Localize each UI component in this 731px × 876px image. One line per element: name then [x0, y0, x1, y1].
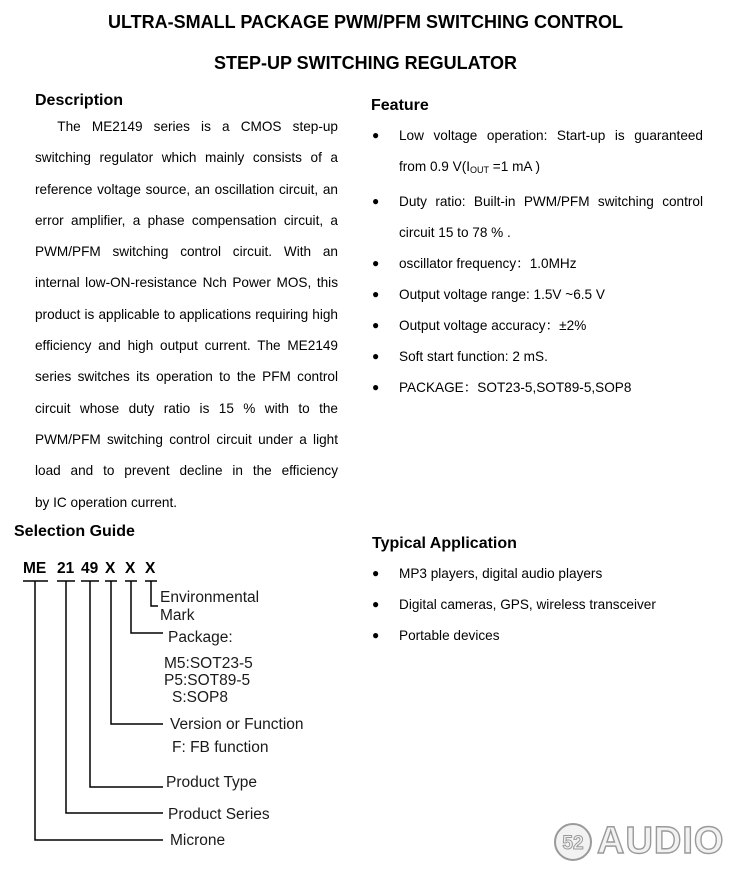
selection-guide-heading: Selection Guide	[14, 523, 135, 540]
watermark-text: AUDIO	[597, 820, 725, 862]
leader-package	[131, 581, 163, 633]
label-environmental: Environmental	[160, 589, 260, 606]
label-pkg-m5: M5:SOT23-5	[164, 655, 253, 672]
title-line-2: STEP-UP SWITCHING REGULATOR	[213, 53, 517, 73]
feature-item: ● Output voltage accuracy：±2%	[372, 310, 703, 341]
leader-product-series	[66, 581, 163, 813]
feature-item-text: Low voltage operation: Start-up is guaranteed from 0.9 V(I	[399, 128, 703, 174]
label-mark: Mark	[160, 607, 195, 624]
leader-environmental	[151, 581, 158, 606]
description-body: The ME2149 series is a CMOS step-up switching regulator which mainly consists of a reference voltage source, an oscillation circuit, an error amplifier, a phase compensation circuit, a PWM/PFM switching control circuit. With an internal low-ON-resistance Nch Power MOS, this product is applicable to applications requiring high efficiency and high output current. The ME2149 series switches its operation to the PFM control circuit whose duty ratio is 15 % with to the PWM/PFM switching control circuit under a light load and to prevent decline in the efficiency	[35, 119, 338, 479]
label-product-type: Product Type	[166, 774, 258, 791]
description-last-line: by IC operation current.	[35, 494, 178, 510]
feature-item: ● Soft start function: 2 mS.	[372, 341, 703, 372]
code-21: 21	[57, 560, 75, 577]
typical-application-heading: Typical Application	[372, 535, 517, 552]
label-package: Package:	[168, 629, 233, 646]
application-item: ● Digital cameras, GPS, wireless transceiver	[372, 589, 703, 620]
label-version-value: F: FB function	[172, 739, 269, 756]
leader-product-type	[90, 581, 163, 787]
code-x-package: X	[125, 560, 136, 577]
feature-item: ● Output voltage range: 1.5V ~6.5 V	[372, 279, 703, 310]
label-version: Version or Function	[170, 716, 304, 733]
feature-item: ● PACKAGE：SOT23-5,SOT89-5,SOP8	[372, 372, 703, 403]
label-product-series: Product Series	[168, 806, 270, 823]
title-line-1: ULTRA-SMALL PACKAGE PWM/PFM SWITCHING CONTROL	[108, 12, 623, 32]
application-item: ● Portable devices	[372, 620, 703, 651]
code-x-environmental: X	[145, 560, 156, 577]
code-49: 49	[81, 560, 99, 577]
leader-microne	[35, 581, 163, 840]
code-x-version: X	[105, 560, 116, 577]
label-pkg-p5: P5:SOT89-5	[164, 672, 251, 689]
feature-item-subscript: OUT	[470, 165, 490, 175]
leader-version	[111, 581, 163, 724]
typical-application-list	[372, 558, 703, 651]
label-microne: Microne	[170, 832, 226, 849]
feature-item-text: =1 mA )	[489, 159, 541, 174]
label-pkg-s: S:SOP8	[172, 689, 228, 706]
watermark-number: 52	[562, 833, 584, 854]
code-me: ME	[23, 560, 47, 577]
description-heading: Description	[35, 92, 124, 109]
feature-heading: Feature	[371, 97, 429, 114]
feature-item: ● oscillator frequency：1.0MHz	[372, 248, 703, 279]
feature-item: ● Duty ratio: Built-in PWM/PFM switching control circuit 15 to 78 % .	[372, 186, 703, 248]
application-item: ● MP3 players, digital audio players	[372, 558, 703, 589]
